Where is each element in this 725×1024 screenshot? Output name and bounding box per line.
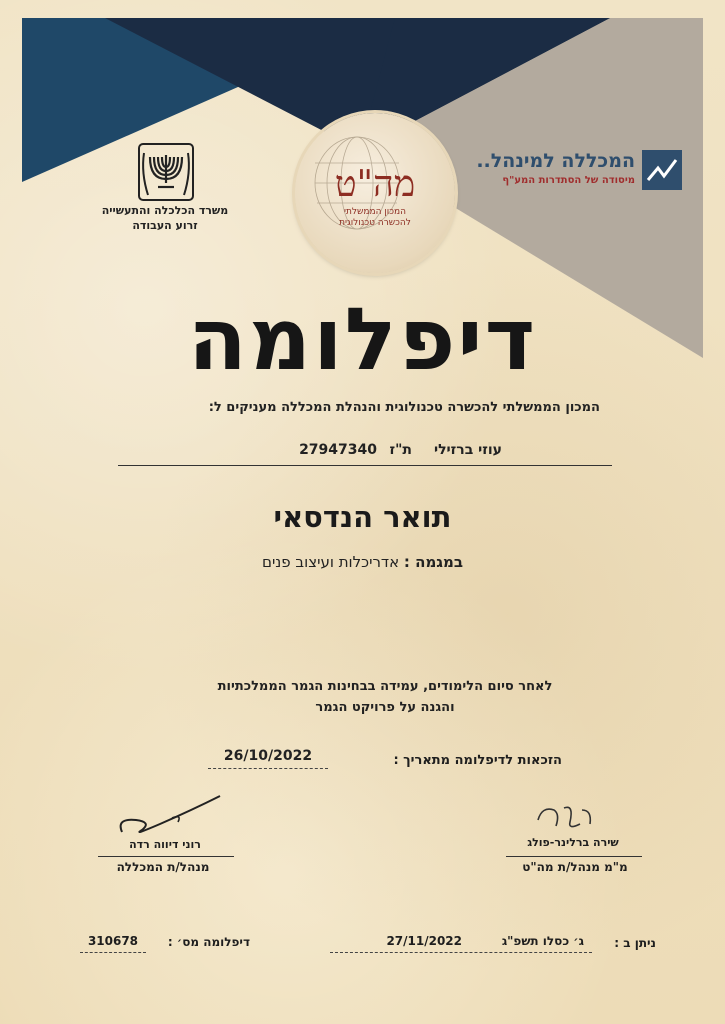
right-signature-line [506,856,642,857]
recipient-line [118,440,612,466]
left-signer-title: מנהל/ת המכללה [116,860,210,874]
issue-date: 27/11/2022 [386,934,462,948]
institute-seal [295,113,455,273]
major-line [0,553,725,571]
right-signer-name: שירה ברלינר-פולג [527,836,619,849]
issue-hebrew-date: ג׳ כסלו תשפ"ג [501,934,584,948]
diploma-number: 310678 [80,934,146,953]
diploma-number-label: דיפלומה מס׳ : [167,935,250,949]
recipient-name: עוזי ברזילי [433,442,502,458]
college-name: המכללה למינהל.. [476,150,635,172]
left-signer-name: רוני דיווה רדה [129,838,201,851]
completion-line1: לאחר סיום הלימודים, עמידה בבחינות הגמר הממלכתיות [217,679,553,694]
seal-sub-line1: המכון הממשלתי [343,207,407,217]
seal-sub-line2: להכשרה טכנולוגית [339,218,411,228]
rising-graph-icon [642,150,682,190]
menorah-emblem-icon [138,143,194,201]
id-number: 27947340 [299,442,377,458]
right-signature-scribble [530,800,600,838]
ministry-label [85,203,245,233]
major-label: במגמה : [403,553,464,571]
id-label: ת"ז [389,442,412,458]
major-value: אדריכלות ועיצוב פנים [261,553,400,571]
seal-subtitle [325,207,425,229]
college-subtitle: מיסודה של הסתדרות המע"ף [502,175,635,186]
college-logo [476,150,685,195]
diploma-title: דיפלומה [187,290,538,390]
issue-date-field [330,934,592,953]
ministry-line2: זרוע העבודה [132,219,198,232]
seal-mark: מה"ט [334,164,416,205]
entitlement-date: 26/10/2022 [208,748,328,769]
entitlement-label: הזכאות לדיפלומה מתאריך : [393,753,562,768]
completion-line2: והגנה על פרויקט הגמר [315,700,455,715]
left-signature-line [98,856,234,857]
issue-date-label: ניתן ב : [614,936,656,950]
completion-statement [160,676,610,718]
degree-title: תואר הנדסאי [273,500,452,534]
left-signature-scribble [112,792,232,840]
right-signer-title: מ"מ מנהל/ת מה"ט [522,860,628,874]
ministry-line1: משרד הכלכלה והתעשייה [101,204,229,217]
awards-statement: המכון הממשלתי להכשרה טכנולוגית והנהלת המכללה מעניקים ל: [208,400,600,415]
